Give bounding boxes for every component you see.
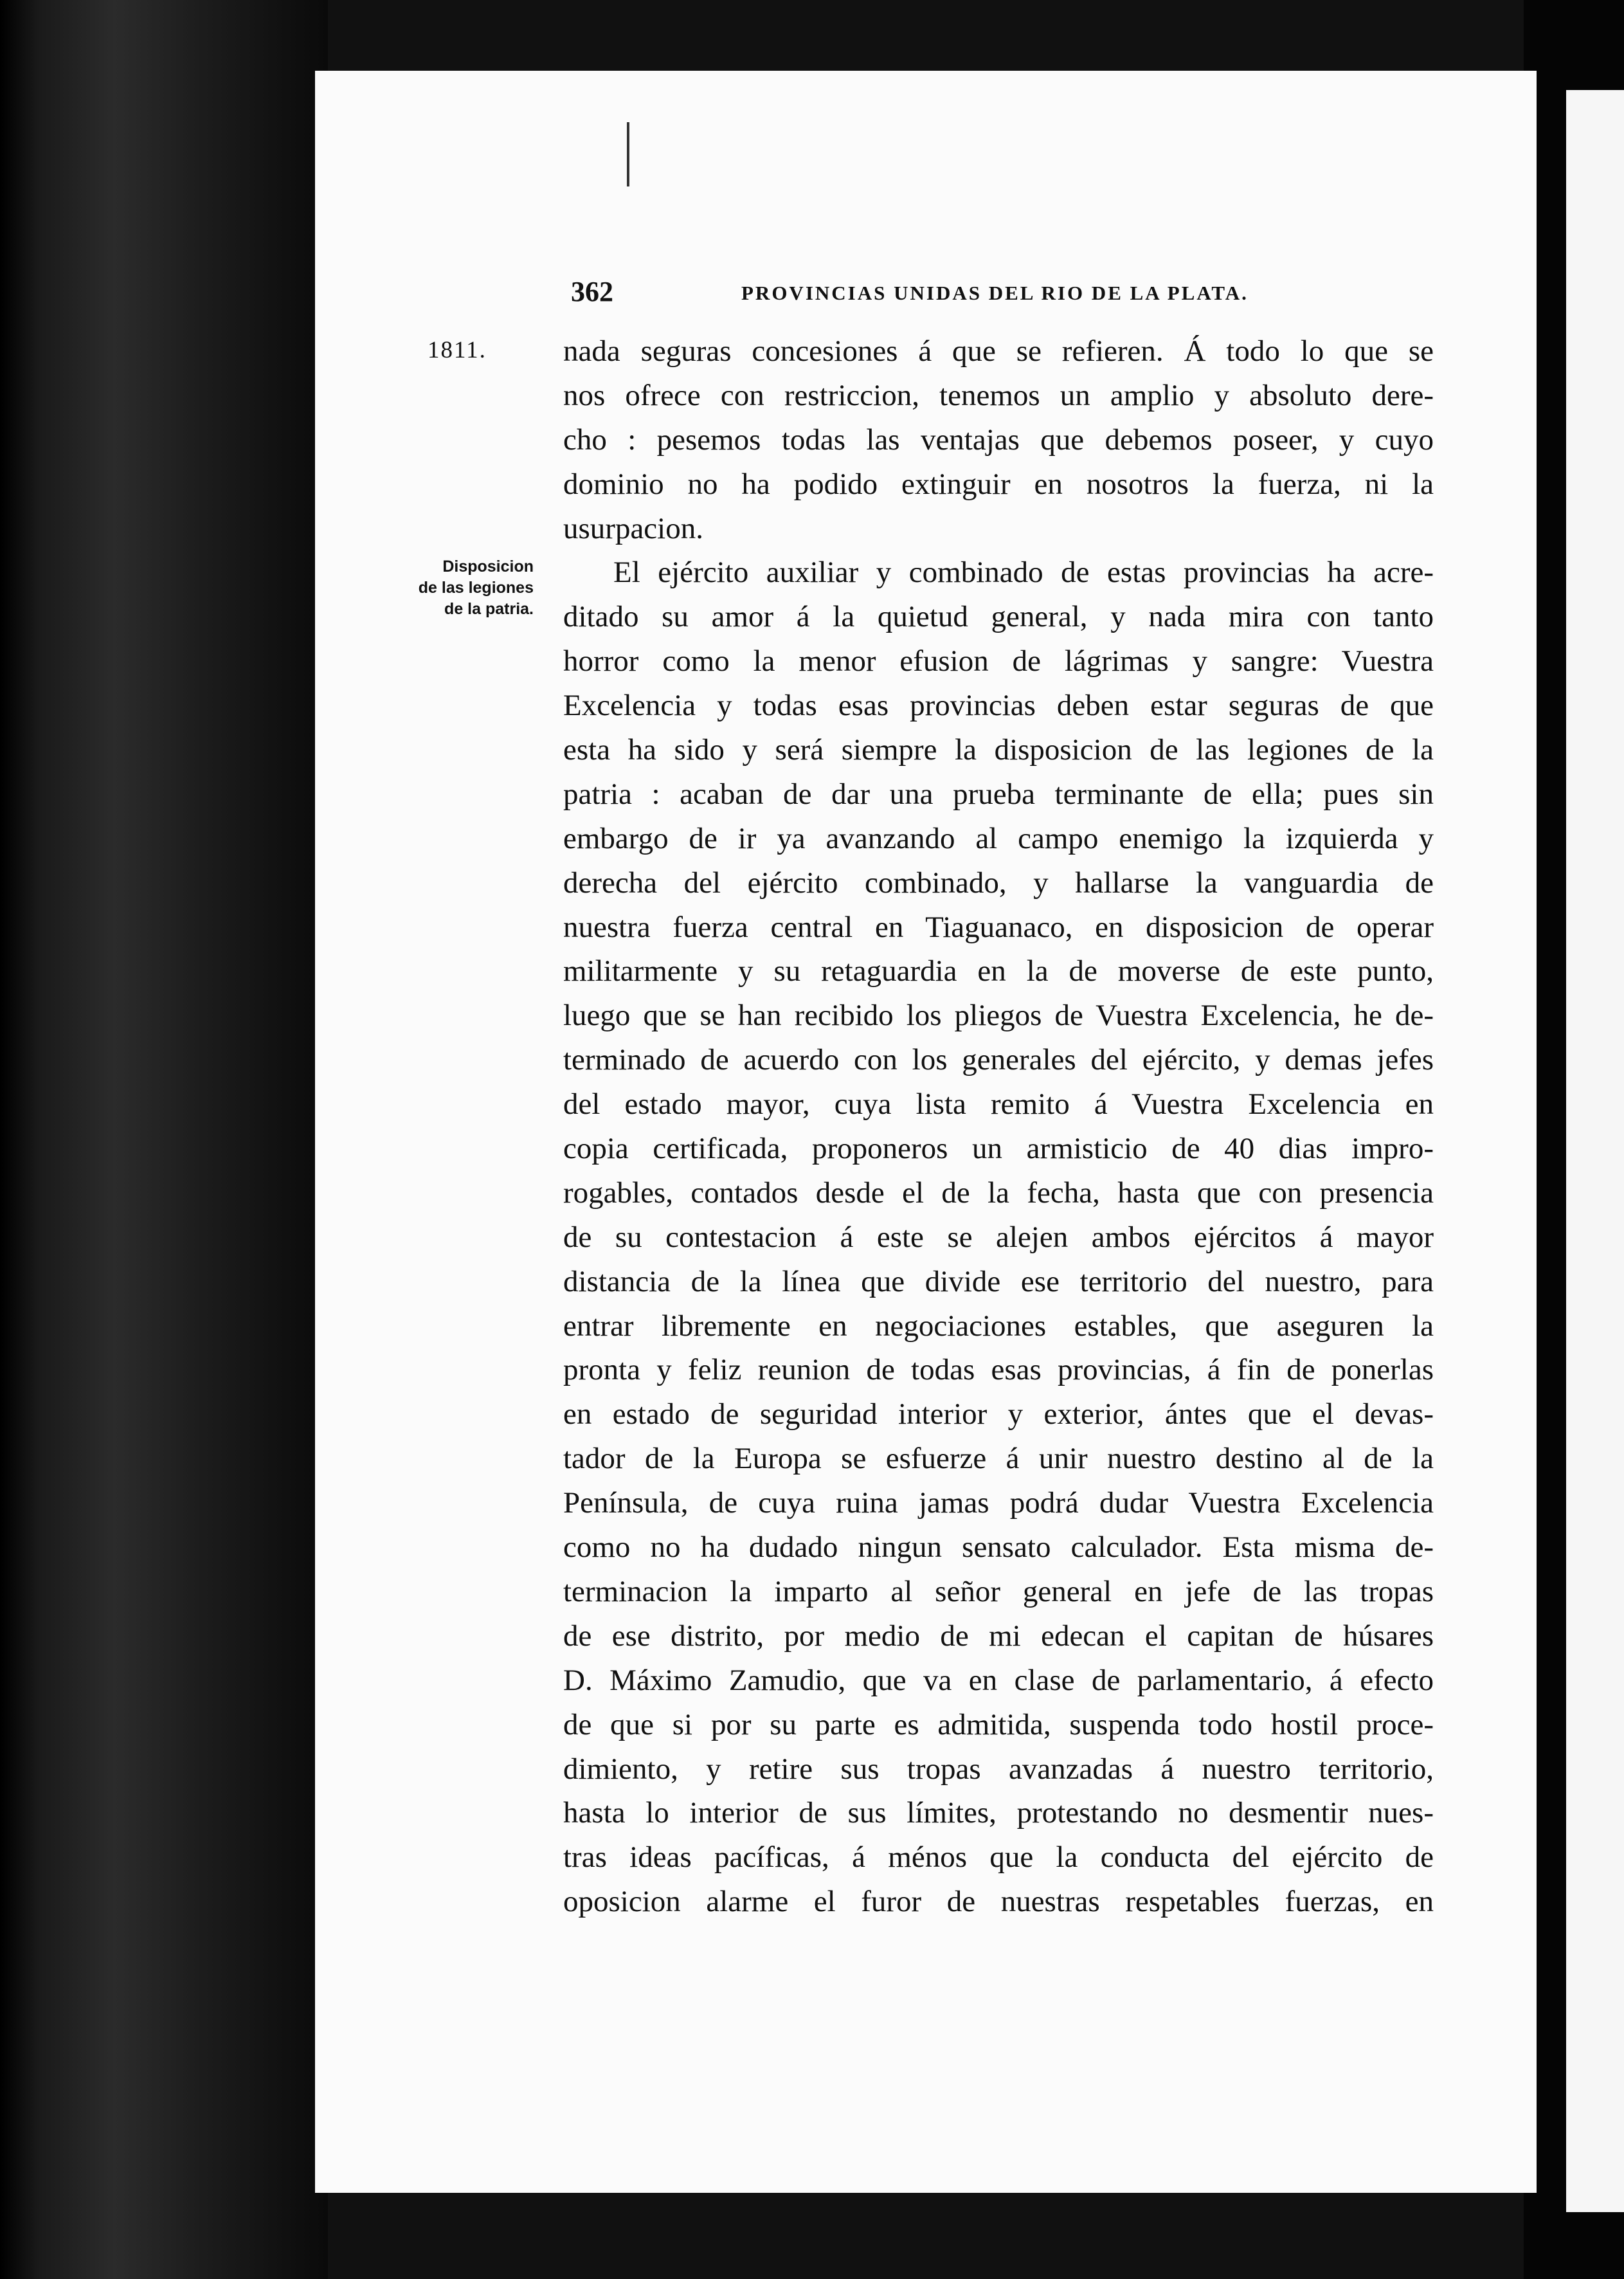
text-line: de su contestacion á este se alejen ambos ejércitos á mayor	[563, 1220, 1434, 1254]
text-line: D. Máximo Zamudio, que va en clase de parlamentario, á efecto	[563, 1663, 1434, 1697]
margin-year: 1811.	[428, 337, 487, 363]
scan-left-border	[0, 0, 328, 2279]
text-line: luego que se han recibido los pliegos de Vuestra Excelencia, he de-	[563, 999, 1434, 1033]
text-line: El ejército auxiliar y combinado de estas provincias ha acre-	[613, 556, 1434, 590]
text-line: rogables, contados desde el de la fecha, hasta que con presencia	[563, 1176, 1434, 1210]
text-line: ditado su amor á la quietud general, y nada mira con tanto	[563, 600, 1434, 634]
text-line: en estado de seguridad interior y exterior, ántes que el devas-	[563, 1397, 1434, 1431]
scan-artifact	[627, 122, 629, 186]
text-line: Excelencia y todas esas provincias deben estar seguras de que	[563, 689, 1434, 723]
text-line: hasta lo interior de sus límites, protestando no desmentir nues-	[563, 1796, 1434, 1830]
sidenote-line: Disposicion	[442, 558, 534, 576]
text-line: distancia de la línea que divide ese territorio del nuestro, para	[563, 1264, 1434, 1298]
text-line: terminado de acuerdo con los generales del ejército, y demas jefes	[563, 1043, 1434, 1077]
text-line: dominio no ha podido extinguir en nosotros la fuerza, ni la	[563, 467, 1434, 501]
text-line: nos ofrece con restriccion, tenemos un amplio y absoluto dere-	[563, 378, 1434, 412]
text-line: tras ideas pacíficas, á ménos que la conducta del ejército de	[563, 1840, 1434, 1875]
body-text	[563, 329, 1434, 1924]
text-line: nada seguras concesiones á que se refieren. Á todo lo que se	[563, 334, 1434, 368]
text-line: embargo de ir ya avanzando al campo enemigo la izquierda y	[563, 821, 1434, 855]
text-line: patria : acaban de dar una prueba terminante de ella; pues sin	[563, 777, 1434, 811]
text-line: usurpacion.	[563, 511, 703, 545]
sidenote-line: de la patria.	[444, 600, 534, 618]
text-line: tador de la Europa se esfuerze á unir nuestro destino al de la	[563, 1442, 1434, 1476]
adjacent-page-edge	[1566, 90, 1624, 2212]
page-number: 362	[571, 276, 613, 307]
running-header	[571, 275, 1278, 314]
text-line: terminacion la imparto al señor general en jefe de las tropas	[563, 1574, 1434, 1608]
text-line: entrar libremente en negociaciones estables, que aseguren la	[563, 1309, 1434, 1343]
text-line: dimiento, y retire sus tropas avanzadas á nuestro territorio,	[563, 1752, 1434, 1786]
margin-sidenote	[379, 556, 534, 620]
text-line: oposicion alarme el furor de nuestras respetables fuerzas, en	[563, 1885, 1434, 1919]
running-head-title: PROVINCIAS UNIDAS DEL RIO DE LA PLATA.	[741, 282, 1249, 304]
text-line: nuestra fuerza central en Tiaguanaco, en disposicion de operar	[563, 910, 1434, 944]
text-line: copia certificada, proponeros un armisticio de 40 dias impro-	[563, 1132, 1434, 1166]
text-line: pronta y feliz reunion de todas esas provincias, á fin de ponerlas	[563, 1353, 1434, 1387]
text-line: derecha del ejército combinado, y hallarse la vanguardia de	[563, 866, 1434, 900]
text-line: de que si por su parte es admitida, suspenda todo hostil proce-	[563, 1707, 1434, 1741]
text-line: esta ha sido y será siempre la disposicion de las legiones de la	[563, 733, 1434, 767]
sidenote-line: de las legiones	[418, 579, 534, 597]
text-line: Península, de cuya ruina jamas podrá dudar Vuestra Excelencia	[563, 1486, 1434, 1520]
text-line: horror como la menor efusion de lágrimas y sangre: Vuestra	[563, 644, 1434, 678]
text-line: cho : pesemos todas las ventajas que debemos poseer, y cuyo	[563, 422, 1434, 457]
text-line: del estado mayor, cuya lista remito á Vuestra Excelencia en	[563, 1087, 1434, 1121]
text-line: como no ha dudado ningun sensato calculador. Esta misma de-	[563, 1530, 1434, 1565]
text-line: de ese distrito, por medio de mi edecan el capitan de húsares	[563, 1619, 1434, 1653]
text-line: militarmente y su retaguardia en la de moverse de este punto,	[563, 954, 1434, 988]
